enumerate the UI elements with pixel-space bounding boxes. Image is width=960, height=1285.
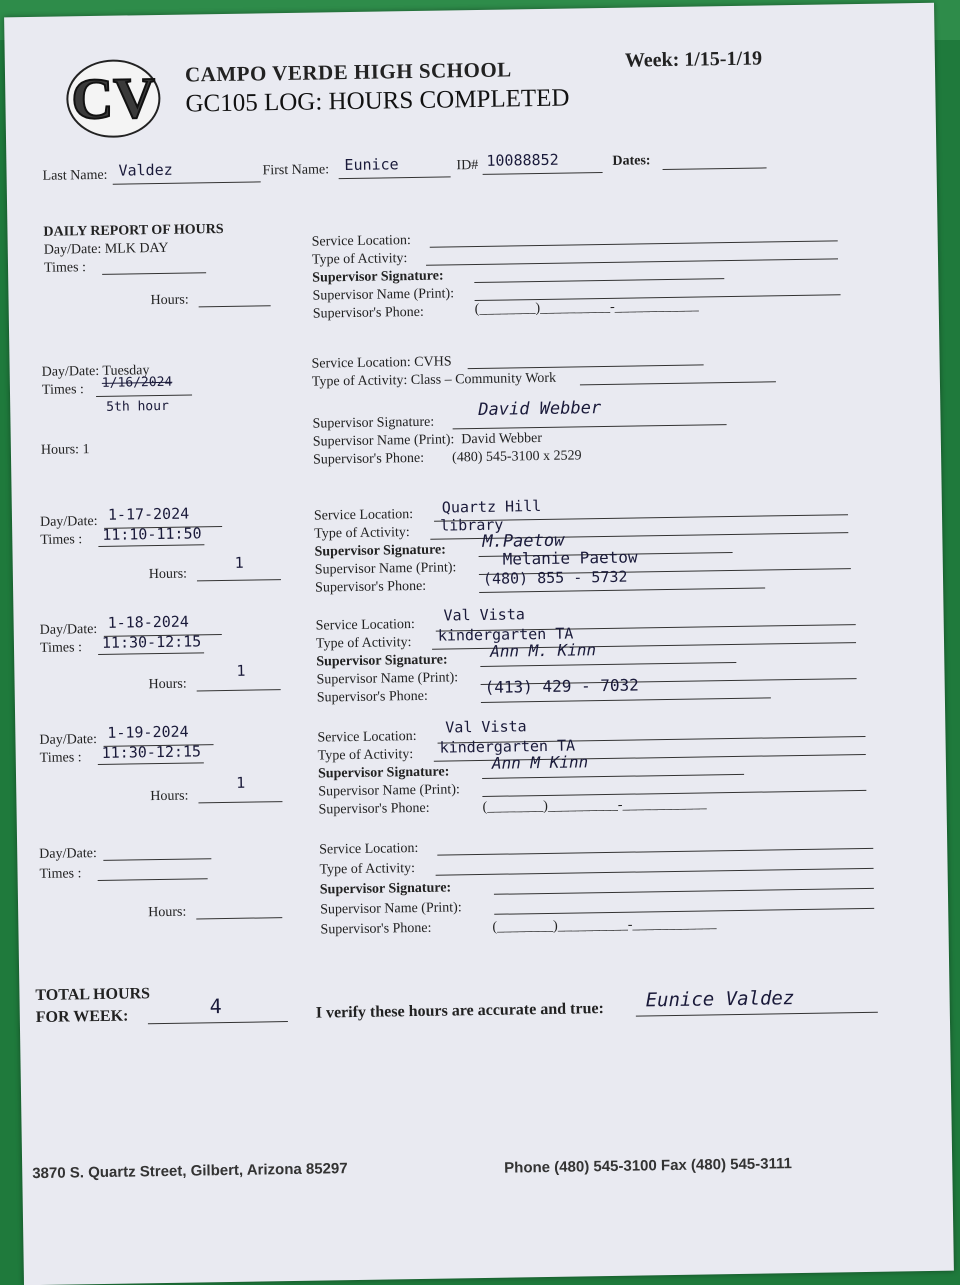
day-date-label: Day/Date: xyxy=(39,846,97,862)
times-value[interactable]: 11:30-12:15 xyxy=(101,742,202,762)
activity-value[interactable]: kindergarten TA xyxy=(439,736,576,757)
day-date-value[interactable]: MLK DAY xyxy=(104,240,169,257)
location-value[interactable]: Quartz Hill xyxy=(441,497,542,517)
signature-label: Supervisor Signature: xyxy=(316,652,448,670)
location-value[interactable]: CVHS xyxy=(414,354,452,370)
service-location-label: Service Location: xyxy=(315,617,415,634)
phone-blank: (________)__________-____________ xyxy=(492,916,717,935)
times-label: Times : xyxy=(40,532,83,548)
times-label: Times : xyxy=(41,382,84,398)
signature-label: Supervisor Signature: xyxy=(319,880,452,898)
signature-value[interactable]: M.Paetow xyxy=(482,530,565,552)
activity-label: Type of Activity: xyxy=(311,373,408,390)
times-label: Times : xyxy=(39,866,82,882)
hours-value[interactable]: 1 xyxy=(236,661,246,680)
service-location-label: Service Location: xyxy=(311,233,411,250)
phone-label: Supervisor's Phone: xyxy=(314,578,427,596)
service-location-label: Service Location: xyxy=(317,728,417,746)
last-name-value[interactable]: Valdez xyxy=(118,160,173,180)
footer-address: 3870 S. Quartz Street, Gilbert, Arizona 85297 xyxy=(32,1160,348,1183)
signature-value[interactable]: David Webber xyxy=(478,398,602,420)
footer-phone-fax: Phone (480) 545-3100 Fax (480) 545-3111 xyxy=(504,1155,793,1177)
day-date-label: Day/Date: xyxy=(41,363,100,380)
first-name-value[interactable]: Eunice xyxy=(344,155,399,175)
phone-label: Supervisor's Phone: xyxy=(318,800,430,818)
activity-value[interactable]: Class – Community Work xyxy=(410,370,557,389)
last-name-label: Last Name: xyxy=(42,167,108,184)
times-value[interactable]: 11:10-11:50 xyxy=(102,524,202,544)
supervisor-name-label: Supervisor Name (Print): xyxy=(316,670,459,688)
signature-value[interactable]: Ann M Kinn xyxy=(491,752,589,773)
day-date-label: Day/Date: xyxy=(39,513,98,530)
signature-label: Supervisor Signature: xyxy=(314,542,446,560)
phone-label: Supervisor's Phone: xyxy=(316,688,428,706)
phone-label: Supervisor's Phone: xyxy=(312,450,425,468)
activity-label: Type of Activity: xyxy=(317,747,414,764)
supervisor-name-label: Supervisor Name (Print): xyxy=(314,560,457,578)
day-date-label: Day/Date: xyxy=(39,621,98,638)
for-week-label: FOR WEEK: xyxy=(35,1007,129,1027)
id-label: ID# xyxy=(456,157,479,174)
form-paper xyxy=(4,3,954,1285)
times-value[interactable]: 1/16/2024 xyxy=(101,374,173,391)
activity-label: Type of Activity: xyxy=(319,861,416,878)
hours-label: Hours: xyxy=(148,676,187,693)
signature-label: Supervisor Signature: xyxy=(312,268,444,286)
day-date-label: Day/Date: xyxy=(43,241,102,258)
activity-label: Type of Activity: xyxy=(311,251,408,268)
hours-label: Hours: xyxy=(150,788,189,805)
verify-label: I verify these hours are accurate and true: xyxy=(315,1000,604,1022)
phone-label: Supervisor's Phone: xyxy=(312,304,424,322)
times-label: Times : xyxy=(43,260,87,276)
form-title: GC105 LOG: HOURS COMPLETED xyxy=(185,84,570,118)
times-label: Times : xyxy=(39,750,82,766)
phone-label: Supervisor's Phone: xyxy=(320,920,432,938)
hours-value[interactable]: 1 xyxy=(236,773,246,792)
hours-label: Hours: xyxy=(40,442,80,458)
location-value[interactable]: Val Vista xyxy=(445,717,527,737)
phone-blank: (________)__________-____________ xyxy=(482,796,707,815)
activity-value[interactable]: kindergarten TA xyxy=(437,624,574,645)
day-date-label: Day/Date: xyxy=(39,732,98,748)
total-hours-label: TOTAL HOURS xyxy=(35,985,151,1005)
daily-report-heading: DAILY REPORT OF HOURS xyxy=(43,221,224,240)
signature-value[interactable]: Ann M. Kinn xyxy=(489,640,597,661)
logo-text: CV xyxy=(70,65,156,132)
activity-label: Type of Activity: xyxy=(315,635,412,652)
supervisor-name-label: Supervisor Name (Print): xyxy=(320,900,462,918)
location-value[interactable]: Val Vista xyxy=(443,605,525,625)
day-date-value[interactable]: Tuesday xyxy=(102,363,150,379)
first-name-label: First Name: xyxy=(262,162,330,179)
day-date-value[interactable]: 1-18-2024 xyxy=(107,612,190,632)
phone-value[interactable]: (480) 545-3100 x 2529 xyxy=(451,448,582,466)
hours-label: Hours: xyxy=(148,566,188,583)
dates-label: Dates: xyxy=(612,153,651,169)
supervisor-name-value[interactable]: David Webber xyxy=(461,430,543,448)
id-value[interactable]: 10088852 xyxy=(486,150,559,170)
day-date-value[interactable]: 1-19-2024 xyxy=(107,722,189,742)
times-value[interactable]: 11:30-12:15 xyxy=(101,632,202,652)
service-location-label: Service Location: xyxy=(313,507,414,524)
activity-label: Type of Activity: xyxy=(314,525,410,542)
verify-signature[interactable]: Eunice Valdez xyxy=(645,987,795,1012)
school-name: CAMPO VERDE HIGH SCHOOL xyxy=(184,57,512,87)
service-location-label: Service Location: xyxy=(319,840,419,858)
times-note[interactable]: 5th hour xyxy=(106,398,169,415)
day-date-value[interactable]: 1-17-2024 xyxy=(107,504,190,524)
service-location-label: Service Location: xyxy=(311,355,411,372)
hours-label: Hours: xyxy=(148,904,187,921)
phone-value[interactable]: (480) 855 - 5732 xyxy=(482,567,628,588)
phone-blank: (________)__________-____________ xyxy=(474,298,699,318)
signature-label: Supervisor Signature: xyxy=(317,764,450,782)
school-logo xyxy=(65,57,162,140)
activity-value[interactable]: library xyxy=(439,515,504,535)
week-range: Week: 1/15-1/19 xyxy=(624,47,763,72)
supervisor-name-label: Supervisor Name (Print): xyxy=(318,782,460,800)
hours-label: Hours: xyxy=(150,292,189,309)
signature-label: Supervisor Signature: xyxy=(312,414,435,432)
supervisor-name-label: Supervisor Name (Print): xyxy=(312,432,455,450)
total-hours-value[interactable]: 4 xyxy=(209,994,222,1019)
times-label: Times : xyxy=(39,640,83,656)
supervisor-name-label: Supervisor Name (Print): xyxy=(312,286,455,304)
hours-value[interactable]: 1 xyxy=(82,442,90,458)
supervisor-name-value[interactable]: Melanie Paetow xyxy=(502,547,638,569)
phone-value[interactable]: (413) 429 - 7032 xyxy=(484,675,639,697)
hours-value[interactable]: 1 xyxy=(234,553,244,572)
